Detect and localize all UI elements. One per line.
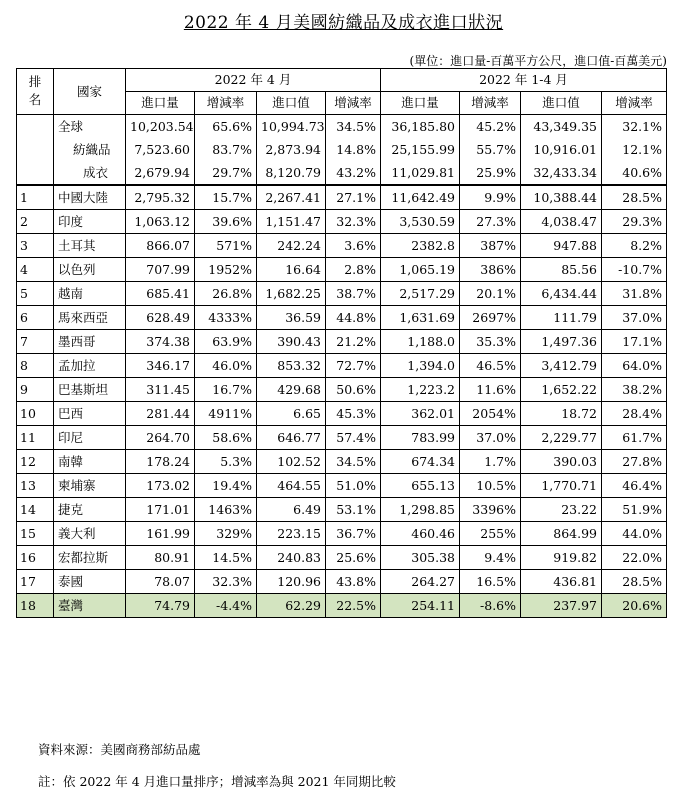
value-cell: 20.6% <box>602 594 667 618</box>
value-cell: 223.15 <box>257 522 326 546</box>
country-cell: 巴西 <box>54 402 126 426</box>
column-header: 增減率 <box>326 92 381 115</box>
value-cell: 4333% <box>195 306 257 330</box>
rank-cell: 16 <box>17 546 54 570</box>
value-cell: 10.5% <box>460 474 521 498</box>
value-cell: 2,517.29 <box>381 282 460 306</box>
value-cell: 1,065.19 <box>381 258 460 282</box>
column-header: 增減率 <box>602 92 667 115</box>
table-row <box>17 450 667 474</box>
country-cell: 中國大陸 <box>54 185 126 210</box>
value-cell: 57.4% <box>326 426 381 450</box>
value-cell: 2,873.94 <box>257 138 326 161</box>
value-cell: 386% <box>460 258 521 282</box>
total-row <box>17 115 667 139</box>
value-cell: 1463% <box>195 498 257 522</box>
value-cell: 571% <box>195 234 257 258</box>
value-cell: 9.9% <box>460 185 521 210</box>
total-row <box>17 138 667 161</box>
value-cell: 6.49 <box>257 498 326 522</box>
value-cell: 25.9% <box>460 161 521 185</box>
value-cell: 44.0% <box>602 522 667 546</box>
value-cell: 27.3% <box>460 210 521 234</box>
value-cell: 1,652.22 <box>521 378 602 402</box>
value-cell: 362.01 <box>381 402 460 426</box>
country-cell: 南韓 <box>54 450 126 474</box>
value-cell: 264.27 <box>381 570 460 594</box>
table-row <box>17 330 667 354</box>
value-cell: 17.1% <box>602 330 667 354</box>
value-cell: 254.11 <box>381 594 460 618</box>
rank-cell <box>17 115 54 139</box>
value-cell: 25,155.99 <box>381 138 460 161</box>
table-row <box>17 306 667 330</box>
value-cell: 429.68 <box>257 378 326 402</box>
value-cell: 173.02 <box>126 474 195 498</box>
value-cell: 1,497.36 <box>521 330 602 354</box>
country-cell: 柬埔寨 <box>54 474 126 498</box>
value-cell: 28.5% <box>602 185 667 210</box>
value-cell: 51.9% <box>602 498 667 522</box>
value-cell: 20.1% <box>460 282 521 306</box>
country-cell: 馬來西亞 <box>54 306 126 330</box>
rank-cell: 13 <box>17 474 54 498</box>
column-header: 進口值 <box>521 92 602 115</box>
value-cell: 72.7% <box>326 354 381 378</box>
value-cell: 23.22 <box>521 498 602 522</box>
rank-cell: 12 <box>17 450 54 474</box>
country-cell: 孟加拉 <box>54 354 126 378</box>
value-cell: 14.8% <box>326 138 381 161</box>
value-cell: 80.91 <box>126 546 195 570</box>
value-cell: 11.6% <box>460 378 521 402</box>
country-cell: 墨西哥 <box>54 330 126 354</box>
rank-cell: 6 <box>17 306 54 330</box>
value-cell: 646.77 <box>257 426 326 450</box>
value-cell: 25.6% <box>326 546 381 570</box>
value-cell: 3.6% <box>326 234 381 258</box>
value-cell: 43,349.35 <box>521 115 602 139</box>
value-cell: 10,388.44 <box>521 185 602 210</box>
country-cell: 義大利 <box>54 522 126 546</box>
value-cell: 18.72 <box>521 402 602 426</box>
value-cell: 8,120.79 <box>257 161 326 185</box>
value-cell: 1,063.12 <box>126 210 195 234</box>
value-cell: 34.5% <box>326 450 381 474</box>
table-row <box>17 570 667 594</box>
value-cell: 1,631.69 <box>381 306 460 330</box>
value-cell: 11,642.49 <box>381 185 460 210</box>
value-cell: 83.7% <box>195 138 257 161</box>
header-rank: 排名 <box>17 69 54 115</box>
value-cell: 31.8% <box>602 282 667 306</box>
value-cell: 1,223.2 <box>381 378 460 402</box>
value-cell: 55.7% <box>460 138 521 161</box>
value-cell: 36,185.80 <box>381 115 460 139</box>
value-cell: 39.6% <box>195 210 257 234</box>
value-cell: 4911% <box>195 402 257 426</box>
value-cell: 11,029.81 <box>381 161 460 185</box>
country-cell: 巴基斯坦 <box>54 378 126 402</box>
country-cell: 全球 <box>54 115 126 139</box>
country-cell: 泰國 <box>54 570 126 594</box>
value-cell: 2382.8 <box>381 234 460 258</box>
value-cell: 3,412.79 <box>521 354 602 378</box>
value-cell: 1,682.25 <box>257 282 326 306</box>
value-cell: 1,188.0 <box>381 330 460 354</box>
value-cell: 1952% <box>195 258 257 282</box>
table-row <box>17 474 667 498</box>
value-cell: 6,434.44 <box>521 282 602 306</box>
value-cell: 61.7% <box>602 426 667 450</box>
value-cell: 46.0% <box>195 354 257 378</box>
value-cell: 32.1% <box>602 115 667 139</box>
value-cell: 43.2% <box>326 161 381 185</box>
value-cell: 374.38 <box>126 330 195 354</box>
value-cell: 102.52 <box>257 450 326 474</box>
value-cell: 32.3% <box>326 210 381 234</box>
table-row <box>17 426 667 450</box>
value-cell: 26.8% <box>195 282 257 306</box>
source-note: 資料來源：美國商務部紡品處 <box>38 742 201 757</box>
value-cell: 38.2% <box>602 378 667 402</box>
value-cell: -8.6% <box>460 594 521 618</box>
value-cell: 22.0% <box>602 546 667 570</box>
header-period-ytd: 2022 年 1-4 月 <box>381 69 667 92</box>
value-cell: 390.43 <box>257 330 326 354</box>
value-cell: 1,151.47 <box>257 210 326 234</box>
column-header: 進口量 <box>126 92 195 115</box>
value-cell: 3,530.59 <box>381 210 460 234</box>
import-table <box>16 68 667 618</box>
column-header: 增減率 <box>195 92 257 115</box>
document-title: 2022 年 4 月美國紡織品及成衣進口狀況 <box>183 13 504 33</box>
rank-cell <box>17 138 54 161</box>
value-cell: 44.8% <box>326 306 381 330</box>
rank-cell: 8 <box>17 354 54 378</box>
value-cell: 674.34 <box>381 450 460 474</box>
value-cell: 264.70 <box>126 426 195 450</box>
country-cell: 臺灣 <box>54 594 126 618</box>
value-cell: 2054% <box>460 402 521 426</box>
value-cell: 255% <box>460 522 521 546</box>
value-cell: 35.3% <box>460 330 521 354</box>
footnote: 註：依 2022 年 4 月進口量排序；增減率為與 2021 年同期比較 <box>38 774 396 789</box>
value-cell: 38.7% <box>326 282 381 306</box>
value-cell: 464.55 <box>257 474 326 498</box>
value-cell: 387% <box>460 234 521 258</box>
value-cell: 685.41 <box>126 282 195 306</box>
value-cell: 21.2% <box>326 330 381 354</box>
header-country: 國家 <box>54 69 126 115</box>
rank-cell: 1 <box>17 185 54 210</box>
value-cell: 3396% <box>460 498 521 522</box>
value-cell: 655.13 <box>381 474 460 498</box>
value-cell: 45.2% <box>460 115 521 139</box>
value-cell: 237.97 <box>521 594 602 618</box>
value-cell: 51.0% <box>326 474 381 498</box>
value-cell: 2,267.41 <box>257 185 326 210</box>
value-cell: 32,433.34 <box>521 161 602 185</box>
value-cell: 2,229.77 <box>521 426 602 450</box>
unit-note: (單位：進口量-百萬平方公尺，進口值-百萬美元) <box>409 54 667 68</box>
value-cell: 27.8% <box>602 450 667 474</box>
value-cell: 311.45 <box>126 378 195 402</box>
value-cell: 10,203.54 <box>126 115 195 139</box>
country-cell: 越南 <box>54 282 126 306</box>
value-cell: 74.79 <box>126 594 195 618</box>
value-cell: 36.7% <box>326 522 381 546</box>
value-cell: -10.7% <box>602 258 667 282</box>
table-row <box>17 354 667 378</box>
table-row <box>17 498 667 522</box>
rank-cell: 11 <box>17 426 54 450</box>
header-period-month: 2022 年 4 月 <box>126 69 381 92</box>
country-cell: 成衣 <box>54 161 126 185</box>
value-cell: 28.4% <box>602 402 667 426</box>
value-cell: 1,394.0 <box>381 354 460 378</box>
value-cell: 29.3% <box>602 210 667 234</box>
value-cell: 16.7% <box>195 378 257 402</box>
table-row <box>17 234 667 258</box>
table-row <box>17 210 667 234</box>
value-cell: 1,298.85 <box>381 498 460 522</box>
rank-cell <box>17 161 54 185</box>
value-cell: 390.03 <box>521 450 602 474</box>
value-cell: 329% <box>195 522 257 546</box>
value-cell: -4.4% <box>195 594 257 618</box>
value-cell: 40.6% <box>602 161 667 185</box>
rank-cell: 14 <box>17 498 54 522</box>
rank-cell: 5 <box>17 282 54 306</box>
value-cell: 22.5% <box>326 594 381 618</box>
country-cell: 紡織品 <box>54 138 126 161</box>
value-cell: 16.5% <box>460 570 521 594</box>
rank-cell: 15 <box>17 522 54 546</box>
value-cell: 37.0% <box>460 426 521 450</box>
total-row <box>17 161 667 185</box>
value-cell: 5.3% <box>195 450 257 474</box>
value-cell: 707.99 <box>126 258 195 282</box>
rank-cell: 2 <box>17 210 54 234</box>
value-cell: 62.29 <box>257 594 326 618</box>
value-cell: 460.46 <box>381 522 460 546</box>
value-cell: 6.65 <box>257 402 326 426</box>
country-cell: 宏都拉斯 <box>54 546 126 570</box>
value-cell: 15.7% <box>195 185 257 210</box>
column-header: 進口值 <box>257 92 326 115</box>
value-cell: 947.88 <box>521 234 602 258</box>
value-cell: 12.1% <box>602 138 667 161</box>
value-cell: 2.8% <box>326 258 381 282</box>
value-cell: 16.64 <box>257 258 326 282</box>
value-cell: 178.24 <box>126 450 195 474</box>
table-row <box>17 594 667 618</box>
value-cell: 64.0% <box>602 354 667 378</box>
value-cell: 240.83 <box>257 546 326 570</box>
value-cell: 866.07 <box>126 234 195 258</box>
value-cell: 919.82 <box>521 546 602 570</box>
table-row <box>17 378 667 402</box>
value-cell: 171.01 <box>126 498 195 522</box>
table-row <box>17 402 667 426</box>
value-cell: 19.4% <box>195 474 257 498</box>
table-row <box>17 522 667 546</box>
value-cell: 58.6% <box>195 426 257 450</box>
country-cell: 印尼 <box>54 426 126 450</box>
table-row <box>17 185 667 210</box>
country-cell: 土耳其 <box>54 234 126 258</box>
value-cell: 46.5% <box>460 354 521 378</box>
table-row <box>17 546 667 570</box>
value-cell: 2697% <box>460 306 521 330</box>
value-cell: 2,795.32 <box>126 185 195 210</box>
rank-cell: 9 <box>17 378 54 402</box>
value-cell: 29.7% <box>195 161 257 185</box>
table-row <box>17 282 667 306</box>
country-cell: 捷克 <box>54 498 126 522</box>
value-cell: 32.3% <box>195 570 257 594</box>
column-header: 進口量 <box>381 92 460 115</box>
value-cell: 28.5% <box>602 570 667 594</box>
column-header: 增減率 <box>460 92 521 115</box>
value-cell: 45.3% <box>326 402 381 426</box>
value-cell: 10,994.73 <box>257 115 326 139</box>
value-cell: 120.96 <box>257 570 326 594</box>
value-cell: 14.5% <box>195 546 257 570</box>
value-cell: 853.32 <box>257 354 326 378</box>
value-cell: 1,770.71 <box>521 474 602 498</box>
rank-cell: 3 <box>17 234 54 258</box>
value-cell: 85.56 <box>521 258 602 282</box>
value-cell: 27.1% <box>326 185 381 210</box>
country-cell: 印度 <box>54 210 126 234</box>
value-cell: 305.38 <box>381 546 460 570</box>
value-cell: 4,038.47 <box>521 210 602 234</box>
country-cell: 以色列 <box>54 258 126 282</box>
value-cell: 37.0% <box>602 306 667 330</box>
value-cell: 864.99 <box>521 522 602 546</box>
value-cell: 346.17 <box>126 354 195 378</box>
rank-cell: 7 <box>17 330 54 354</box>
rank-cell: 10 <box>17 402 54 426</box>
value-cell: 1.7% <box>460 450 521 474</box>
value-cell: 242.24 <box>257 234 326 258</box>
value-cell: 78.07 <box>126 570 195 594</box>
value-cell: 36.59 <box>257 306 326 330</box>
value-cell: 43.8% <box>326 570 381 594</box>
value-cell: 281.44 <box>126 402 195 426</box>
value-cell: 10,916.01 <box>521 138 602 161</box>
value-cell: 46.4% <box>602 474 667 498</box>
value-cell: 34.5% <box>326 115 381 139</box>
value-cell: 436.81 <box>521 570 602 594</box>
value-cell: 161.99 <box>126 522 195 546</box>
rank-cell: 18 <box>17 594 54 618</box>
value-cell: 53.1% <box>326 498 381 522</box>
value-cell: 7,523.60 <box>126 138 195 161</box>
value-cell: 111.79 <box>521 306 602 330</box>
value-cell: 63.9% <box>195 330 257 354</box>
rank-cell: 4 <box>17 258 54 282</box>
value-cell: 783.99 <box>381 426 460 450</box>
table-row <box>17 258 667 282</box>
value-cell: 9.4% <box>460 546 521 570</box>
value-cell: 50.6% <box>326 378 381 402</box>
value-cell: 628.49 <box>126 306 195 330</box>
value-cell: 2,679.94 <box>126 161 195 185</box>
rank-cell: 17 <box>17 570 54 594</box>
value-cell: 65.6% <box>195 115 257 139</box>
value-cell: 8.2% <box>602 234 667 258</box>
